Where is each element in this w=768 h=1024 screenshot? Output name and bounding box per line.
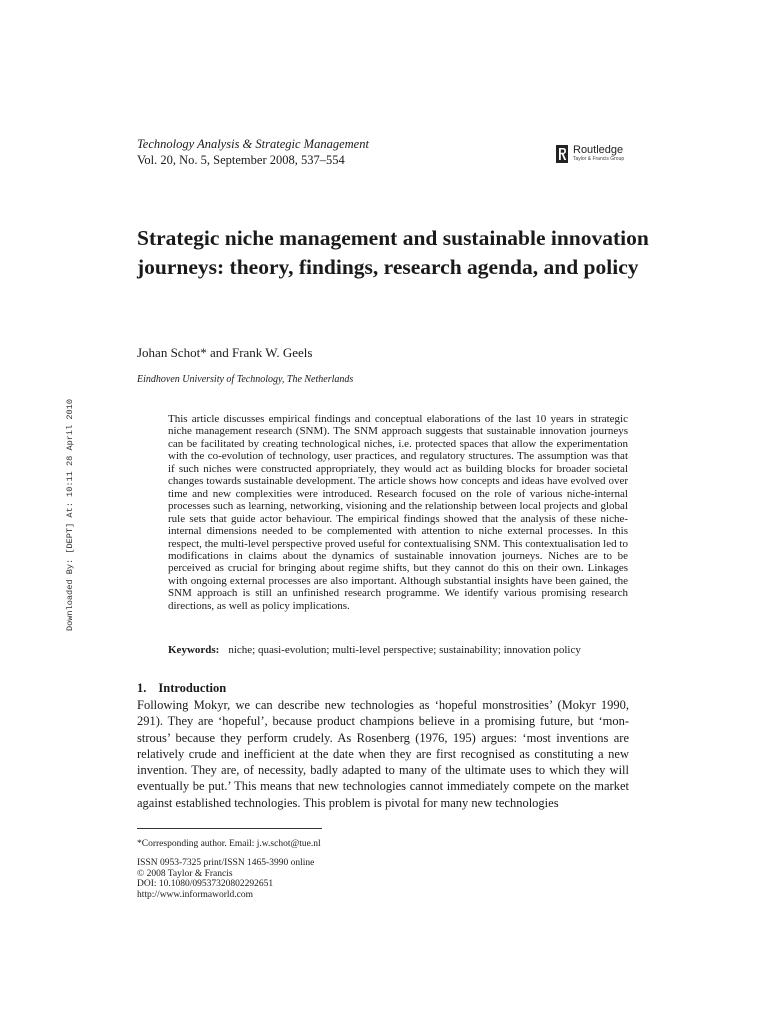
journal-header [137, 136, 369, 168]
url-line[interactable]: http://www.informaworld.com [137, 889, 254, 900]
issn-line: ISSN 0953-7325 print/ISSN 1465-3990 online [137, 858, 315, 868]
copyright-line: © 2008 Taylor & Francis [137, 868, 233, 879]
affiliation: Eindhoven University of Technology, The Netherlands [137, 374, 354, 385]
section-heading [137, 681, 226, 696]
download-watermark [60, 398, 80, 632]
abstract: This article discusses empirical findings and conceptual elaborations of the last 10 years in strategic niche management research (SNM). The SNM approach suggests that sustainable innovation journeys can be facilitated by creating technological niches, i.e. protected spaces that allow the experimentation with the co-evolution of technology, user practices, and regulatory structures. The assumption was that if such niches were constructed appropriately, they would act as building blocks for broader societal changes towards sustainable development. The article shows how concepts and ideas have evolved over time and new complexities were introduced. Research focused on the role of various niche-internal processes such as learning, networking, visioning and the relationship between local projects and global rule sets that guide actor behaviour. The empirical findings showed that the analysis of these niche-internal dimensions needed to be complemented with attention to niche external processes. In this respect, the multi-level perspective proved useful for contextualising SNM. This contextualisation led to modifications in claims about the dynamics of sustainable innovation journeys. Niches are to be perceived as crucial for bringing about regime shifts, but they cannot do this on their own. Linkages with ongoing external processes are also important. Although substantial insights have been gained, the SNM approach is still an unfinished research programme. We identify various promising research directions, as well as policy implications. [168, 413, 628, 612]
volume-line: Vol. 20, No. 5, September 2008, 537–554 [137, 153, 345, 167]
footnote-divider [137, 828, 322, 829]
keywords-text: niche; quasi-evolution; multi-level perspective; sustainability; innovation policy [228, 644, 581, 656]
imprint [137, 858, 314, 900]
keywords [168, 644, 581, 657]
authors: Johan Schot* and Frank W. Geels [137, 345, 313, 360]
routledge-logo-icon [556, 145, 568, 163]
body-paragraph: Following Mokyr, we can describe new technologies as ‘hopeful monstrosities’ (Mokyr 1990, 291). They are ‘hopeful’, because product champions believe in a promising future, but ‘mon-strous’ because they perform crudely. As Rosenberg (1976, 195) argues: ‘most inventions are relatively crude and inefficient at the date when they are first recognised as constituting a new invention. They are, of necessity, badly adapted to many of the ultimate uses to which they will eventually be put.’ This means that new technologies cannot immediately compete on the market against established technologies. This problem is pivotal for many new technologies [137, 698, 629, 810]
article-title: Strategic niche management and sustainable innovation journeys: theory, findings, research agenda, and policy [137, 226, 649, 279]
section-number: 1. [137, 681, 147, 695]
keywords-label: Keywords: [168, 644, 220, 656]
footnote: *Corresponding author. Email: j.w.schot@tue.nl [137, 839, 321, 849]
journal-name: Technology Analysis & Strategic Management [137, 137, 369, 151]
publisher-logo [556, 144, 646, 166]
watermark-text: Downloaded By: [DEPT] At: 10:11 28 April 2010 [65, 398, 75, 632]
publisher-subtitle: Taylor & Francis Group [573, 156, 625, 162]
publisher-name: Routledge [573, 144, 624, 156]
section-title: Introduction [158, 681, 227, 695]
doi-line: DOI: 10.1080/09537320802292651 [137, 879, 274, 890]
